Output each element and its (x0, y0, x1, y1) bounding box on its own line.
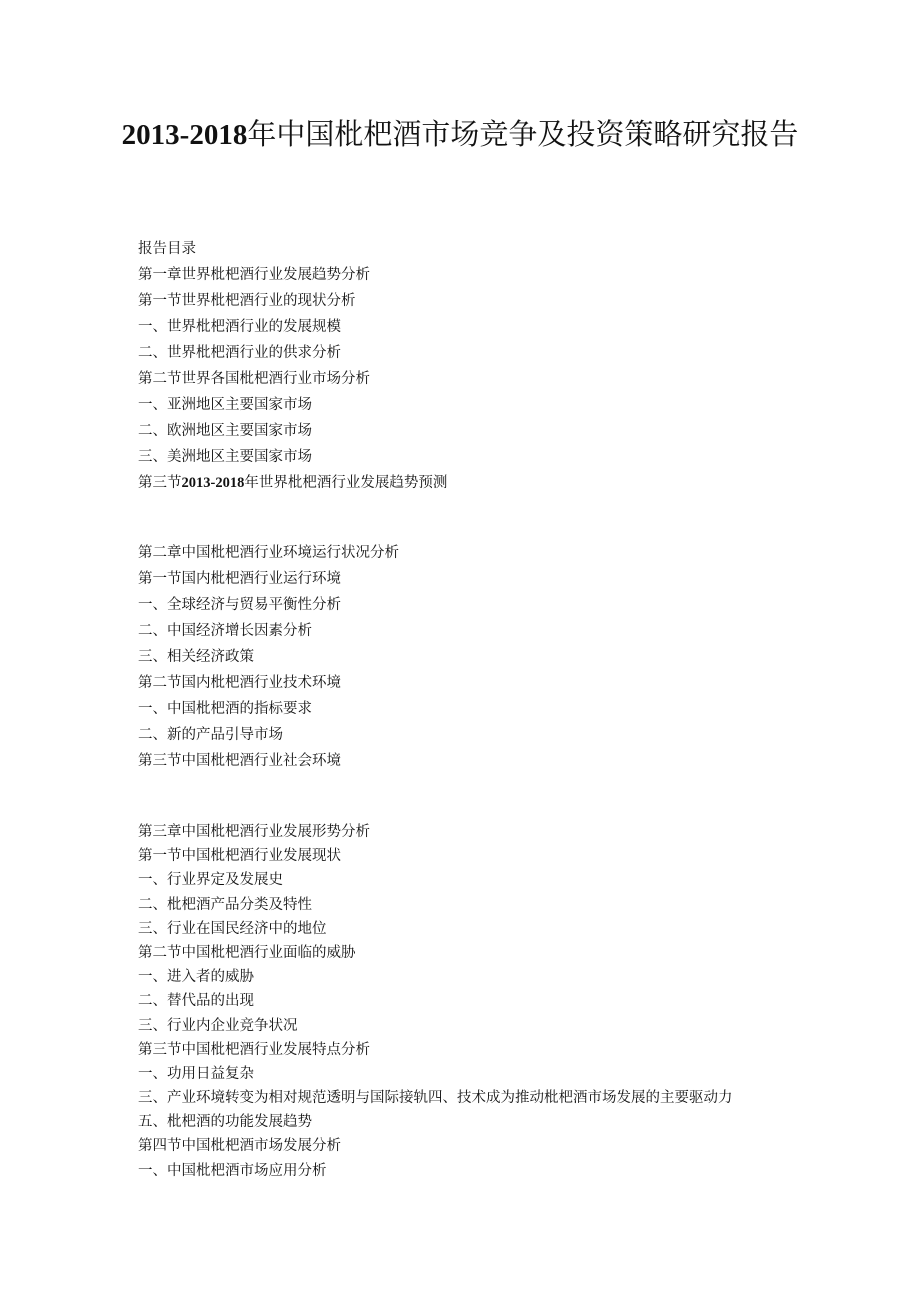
toc-section-chapter-3 (138, 820, 898, 1183)
toc-heading: 报告目录 (138, 241, 196, 257)
table-of-contents (138, 236, 898, 1183)
report-title-year: 2013-2018 (121, 119, 248, 151)
toc-section: 第二节中国枇杷酒行业面临的威胁 (138, 944, 356, 961)
toc-section: 第一节中国枇杷酒行业发展现状 (138, 848, 341, 865)
toc-item: 二、枇杷酒产品分类及特性 (138, 896, 312, 913)
toc-item: 二、新的产品引导市场 (138, 727, 283, 743)
toc-section: 第四节中国枇杷酒市场发展分析 (138, 1138, 341, 1155)
toc-section-chapter-1 (138, 236, 898, 496)
toc-item: 三、产业环境转变为相对规范透明与国际接轨四、技术成为推动枇杷酒市场发展的主要驱动力 (138, 1090, 733, 1107)
toc-item: 一、进入者的威胁 (138, 969, 254, 986)
toc-item: 二、中国经济增长因素分析 (138, 623, 312, 639)
toc-chapter-heading: 第三章中国枇杷酒行业发展形势分析 (138, 824, 370, 840)
toc-item: 一、行业界定及发展史 (138, 872, 283, 889)
toc-item: 一、中国枇杷酒市场应用分析 (138, 1162, 327, 1179)
toc-section: 第一节世界枇杷酒行业的现状分析 (138, 293, 356, 309)
toc-section: 第二节国内枇杷酒行业技术环境 (138, 675, 341, 691)
toc-section-prefix: 第三节 (138, 475, 182, 491)
report-title-text: 年中国枇杷酒市场竞争及投资策略研究报告 (247, 117, 799, 151)
toc-chapter-heading: 第二章中国枇杷酒行业环境运行状况分析 (138, 545, 399, 561)
toc-item: 一、中国枇杷酒的指标要求 (138, 701, 312, 717)
toc-section: 第二节世界各国枇杷酒行业市场分析 (138, 371, 370, 387)
toc-item: 二、世界枇杷酒行业的供求分析 (138, 345, 341, 361)
toc-chapter-heading: 第一章世界枇杷酒行业发展趋势分析 (138, 267, 370, 283)
toc-section: 第一节国内枇杷酒行业运行环境 (138, 571, 341, 587)
toc-item: 二、替代品的出现 (138, 993, 254, 1010)
report-title (120, 110, 800, 159)
toc-section-chapter-2 (138, 540, 898, 774)
toc-item: 三、行业内企业竞争状况 (138, 1017, 298, 1034)
toc-item: 一、全球经济与贸易平衡性分析 (138, 597, 341, 613)
toc-item: 三、美洲地区主要国家市场 (138, 449, 312, 465)
toc-item: 五、枇杷酒的功能发展趋势 (138, 1114, 312, 1131)
toc-item: 一、世界枇杷酒行业的发展规模 (138, 319, 341, 335)
toc-section-year: 2013-2018 (181, 475, 245, 491)
toc-section: 第三节中国枇杷酒行业社会环境 (138, 753, 341, 769)
toc-item: 二、欧洲地区主要国家市场 (138, 423, 312, 439)
toc-section (138, 470, 898, 496)
toc-item: 一、功用日益复杂 (138, 1065, 254, 1082)
toc-item: 三、相关经济政策 (138, 649, 254, 665)
toc-section: 第三节中国枇杷酒行业发展特点分析 (138, 1041, 370, 1058)
toc-item: 一、亚洲地区主要国家市场 (138, 397, 312, 413)
toc-item: 三、行业在国民经济中的地位 (138, 920, 327, 937)
toc-section-suffix: 年世界枇杷酒行业发展趋势预测 (244, 475, 448, 491)
